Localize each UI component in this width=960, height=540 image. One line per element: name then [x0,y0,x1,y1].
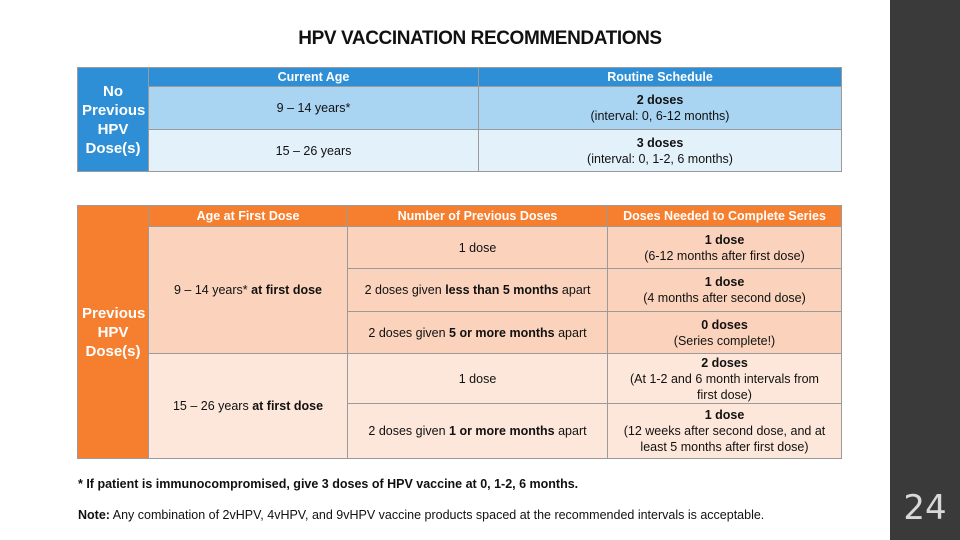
doses-needed-cell: 1 dose (4 months after second dose) [608,269,842,312]
header-routine-schedule: Routine Schedule [479,68,842,87]
table-row [78,130,842,172]
table-row [78,354,842,404]
previous-doses-cell: 1 dose [348,227,608,269]
doses-needed-cell: 0 doses (Series complete!) [608,312,842,354]
no-previous-side-label: No Previous HPV Dose(s) [78,68,149,172]
slide-sidebar [890,0,960,540]
previous-side-label: Previous HPV Dose(s) [78,206,149,459]
age-group-cell: 9 – 14 years* at first dose [149,227,348,354]
header-doses-needed: Doses Needed to Complete Series [608,206,842,227]
header-age-first-dose: Age at First Dose [149,206,348,227]
previous-doses-cell: 1 dose [348,354,608,404]
schedule-cell: 3 doses (interval: 0, 1-2, 6 months) [479,130,842,172]
doses-needed-cell: 2 doses (At 1-2 and 6 month intervals from first dose) [608,354,842,404]
previous-doses-cell: 2 doses given 1 or more months apart [348,404,608,459]
table-row [78,227,842,269]
immunocompromised-footnote: * If patient is immunocompromised, give 3 doses of HPV vaccine at 0, 1-2, 6 months. [78,477,579,491]
slide-title: HPV VACCINATION RECOMMENDATIONS [298,28,662,49]
age-group-cell: 15 – 26 years at first dose [149,354,348,459]
previous-doses-cell: 2 doses given 5 or more months apart [348,312,608,354]
table-row [78,87,842,130]
age-cell: 15 – 26 years [149,130,479,172]
previous-doses-table [77,205,842,459]
slide-number: 24 [903,488,947,528]
previous-doses-cell: 2 doses given less than 5 months apart [348,269,608,312]
note-footnote: Note: Any combination of 2vHPV, 4vHPV, and 9vHPV vaccine products spaced at the recommended intervals is acceptable. [78,508,765,522]
schedule-cell: 2 doses (interval: 0, 6-12 months) [479,87,842,130]
doses-needed-cell: 1 dose (12 weeks after second dose, and at least 5 months after first dose) [608,404,842,459]
doses-needed-cell: 1 dose (6-12 months after first dose) [608,227,842,269]
age-cell: 9 – 14 years* [149,87,479,130]
no-previous-doses-table [77,67,842,172]
header-previous-doses: Number of Previous Doses [348,206,608,227]
header-current-age: Current Age [149,68,479,87]
